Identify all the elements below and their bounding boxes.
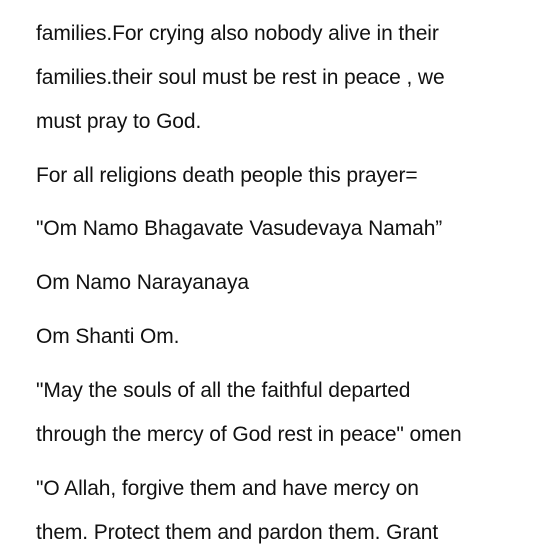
text-line: Om Shanti Om. [36, 325, 180, 348]
text-line: "May the souls of all the faithful departed [36, 379, 411, 402]
text-line: families.For crying also nobody alive in their [36, 22, 439, 45]
text-line: through the mercy of God rest in peace" omen [36, 423, 462, 446]
text-line: "O Allah, forgive them and have mercy on [36, 477, 419, 500]
text-line: "Om Namo Bhagavate Vasudevaya Namah” [36, 217, 443, 240]
text-line: Om Namo Narayanaya [36, 271, 249, 294]
text-line: families.their soul must be rest in peace , we [36, 66, 445, 89]
text-line: must pray to God. [36, 110, 202, 133]
text-line: them. Protect them and pardon them. Grant [36, 521, 439, 544]
text-line: For all religions death people this prayer= [36, 164, 418, 187]
